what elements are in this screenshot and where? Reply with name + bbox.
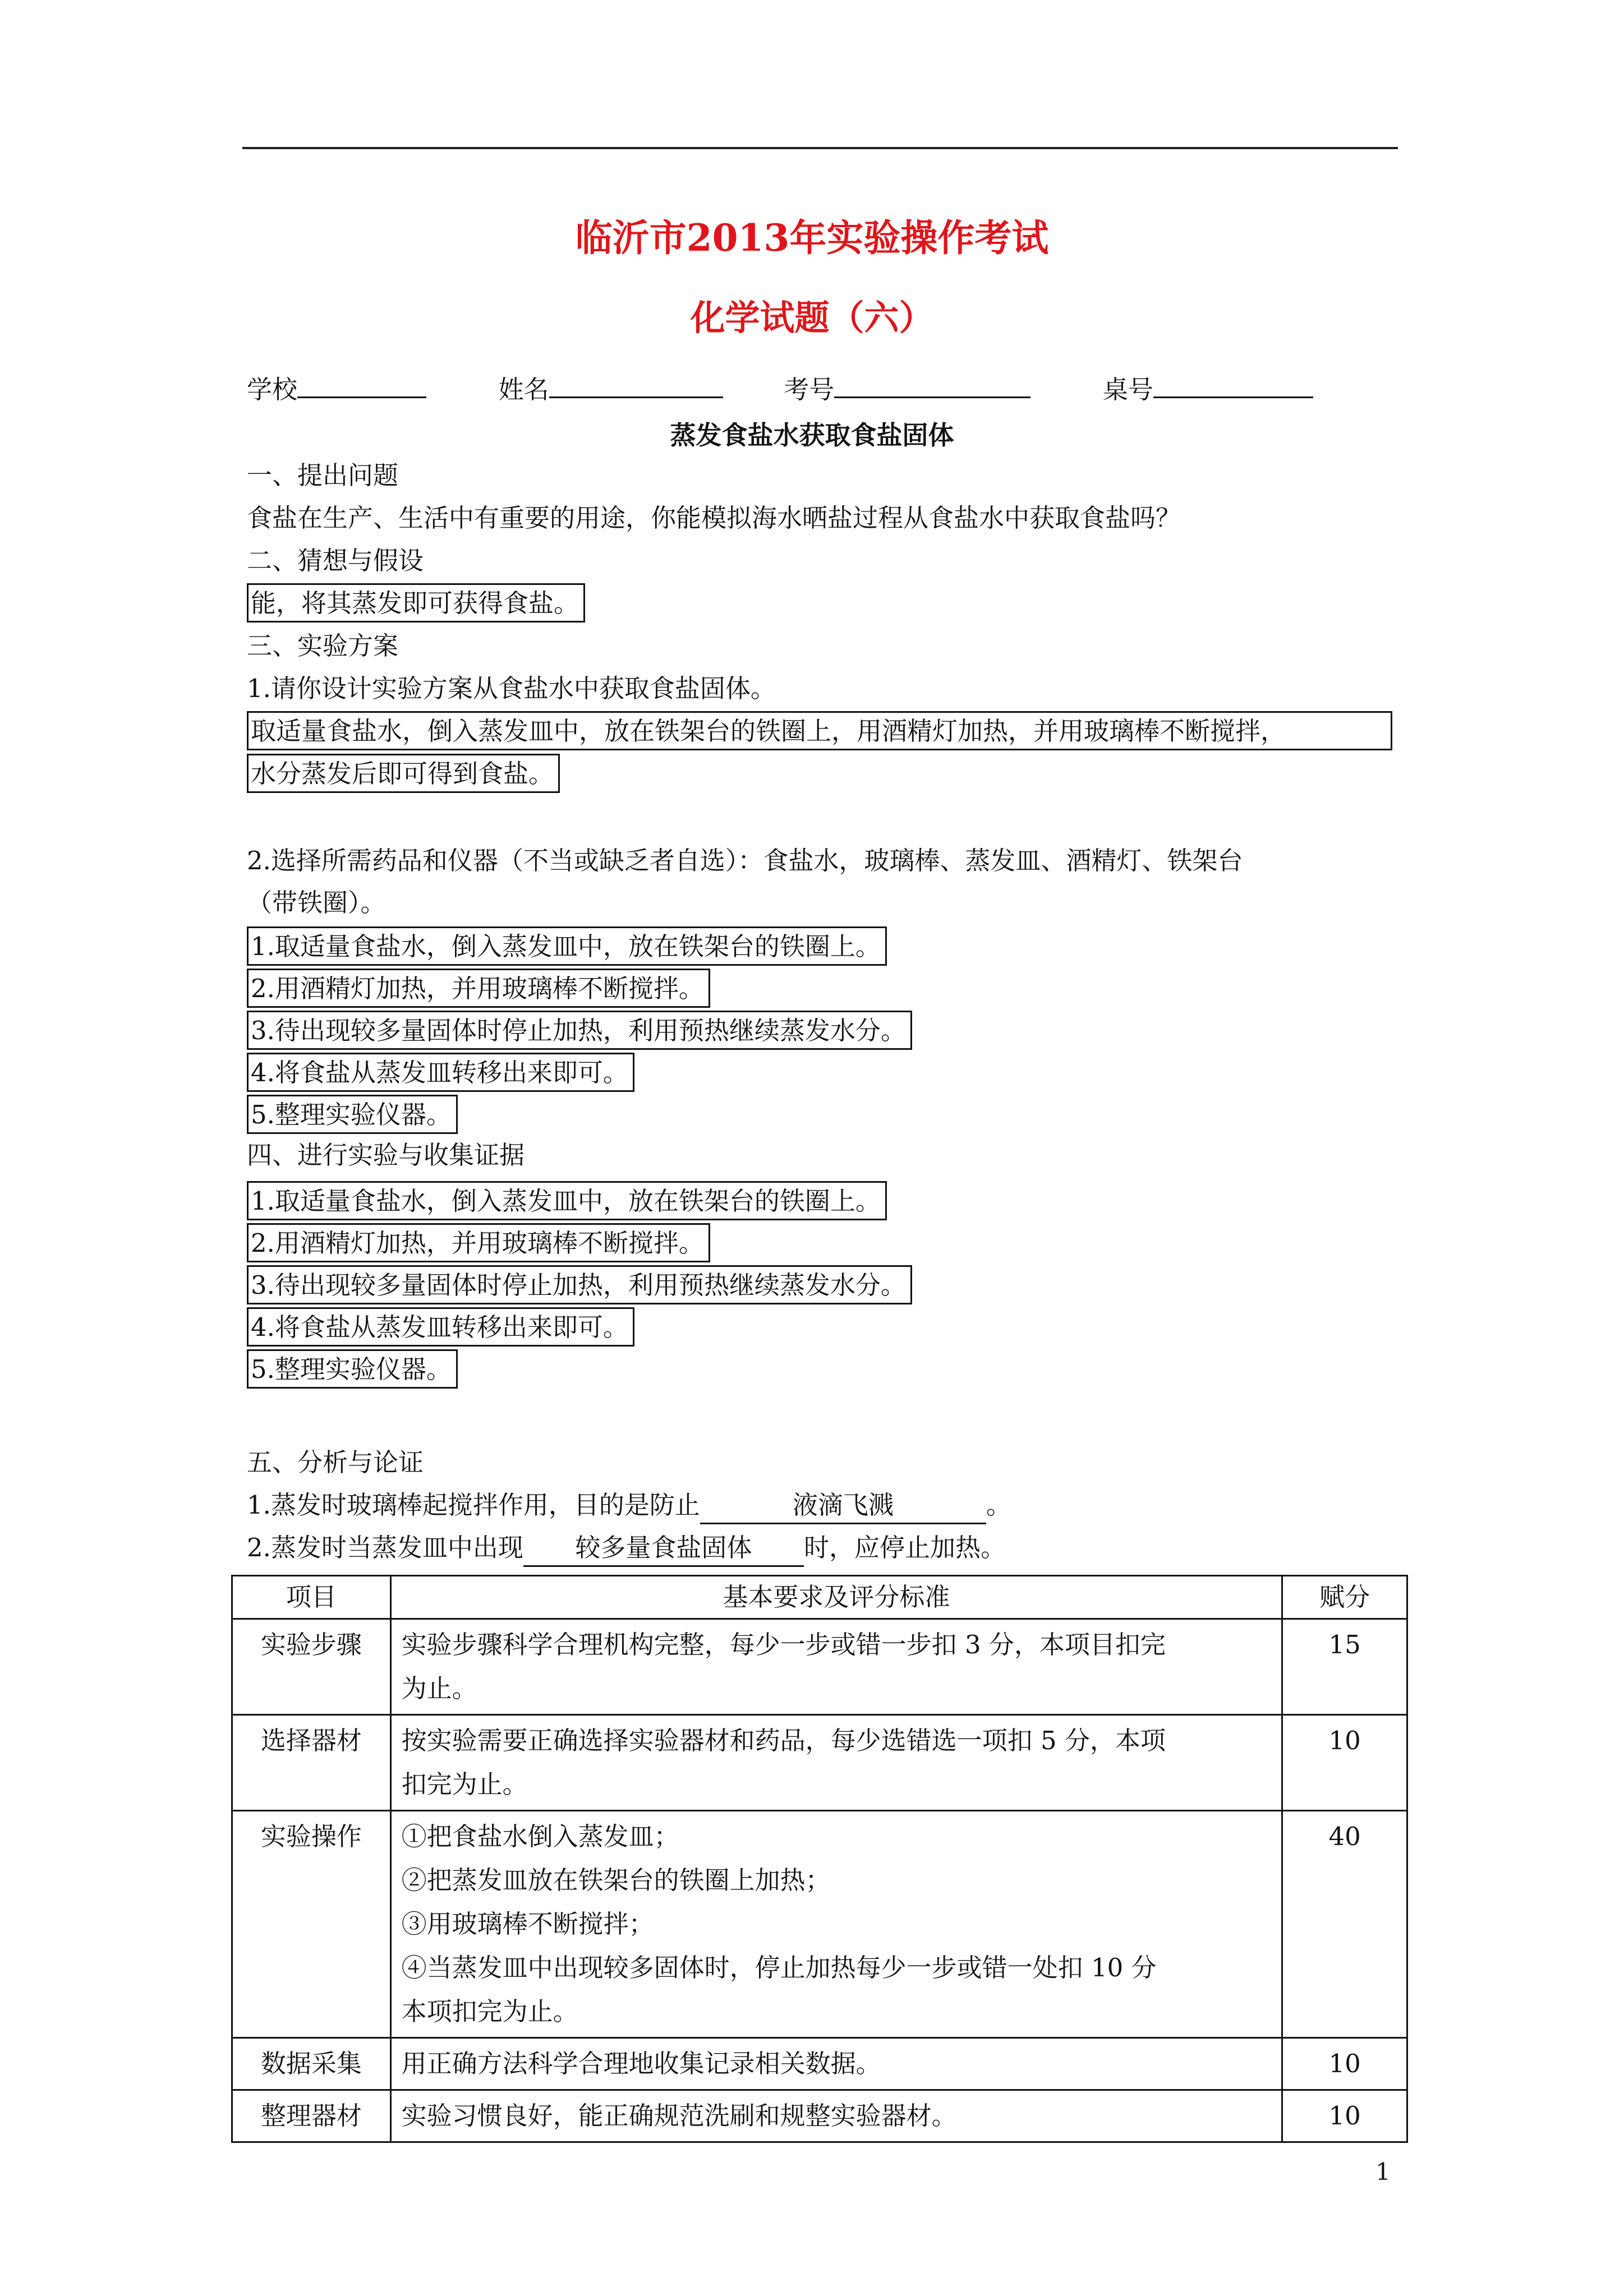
q2-prefix: 2.蒸发时当蒸发皿中出现 xyxy=(247,1533,523,1562)
row-criteria xyxy=(390,1811,1282,2038)
row-score: 40 xyxy=(1282,1811,1407,2038)
criteria-line: 本项扣完为止。 xyxy=(401,1997,578,2026)
plan-answer-line1: 取适量食盐水，倒入蒸发皿中，放在铁架台的铁圈上，用酒精灯加热，并用玻璃棒不断搅拌， xyxy=(247,711,1392,750)
row-item: 实验步骤 xyxy=(232,1619,391,1715)
school-blank[interactable] xyxy=(297,397,426,398)
analysis-question-1 xyxy=(247,1488,1011,1524)
exam-title: 临沂市2013年实验操作考试 xyxy=(575,216,1049,260)
q1-answer[interactable]: 液滴飞溅 xyxy=(700,1488,986,1524)
criteria-line: ①把食盐水倒入蒸发皿； xyxy=(401,1822,679,1851)
criteria-line: 扣完为止。 xyxy=(401,1769,528,1799)
desk-number-blank[interactable] xyxy=(1153,397,1313,398)
criteria-line: 实验步骤科学合理机构完整，每少一步或错一步扣 3 分，本项目扣完 xyxy=(401,1630,1166,1659)
section2-heading: 二、猜想与假设 xyxy=(247,546,424,575)
desk-number-label: 桌号 xyxy=(1102,375,1153,404)
header-score: 赋分 xyxy=(1282,1576,1407,1619)
header-rule xyxy=(242,147,1398,149)
analysis-question-2 xyxy=(247,1531,1006,1567)
section1-heading: 一、提出问题 xyxy=(247,460,399,490)
q1-prefix: 1.蒸发时玻璃棒起搅拌作用，目的是防止 xyxy=(247,1490,700,1520)
name-label: 姓名 xyxy=(498,375,549,404)
procedure-step-5: 5.整理实验仪器。 xyxy=(247,1349,458,1389)
criteria-line: 实验习惯良好，能正确规范洗刷和规整实验器材。 xyxy=(401,2101,957,2131)
name-blank[interactable] xyxy=(549,397,723,398)
procedure-step-4: 4.将食盐从蒸发皿转移出来即可。 xyxy=(247,1307,634,1347)
header-criteria: 基本要求及评分标准 xyxy=(390,1576,1282,1619)
section4-heading: 四、进行实验与收集证据 xyxy=(247,1140,525,1170)
row-criteria xyxy=(390,2090,1282,2142)
row-criteria xyxy=(390,1715,1282,1811)
table-row xyxy=(232,2090,1407,2142)
row-item: 选择器材 xyxy=(232,1715,391,1811)
procedure-step-2: 2.用酒精灯加热，并用玻璃棒不断搅拌。 xyxy=(247,1223,710,1262)
row-criteria xyxy=(390,2038,1282,2090)
scoring-table xyxy=(231,1575,1408,2143)
exam-number-blank[interactable] xyxy=(834,397,1030,398)
section3-question2-line2: （带铁圈）。 xyxy=(247,888,386,918)
plan-step-1: 1.取适量食盐水，倒入蒸发皿中，放在铁架台的铁圈上。 xyxy=(247,926,887,966)
plan-step-5: 5.整理实验仪器。 xyxy=(247,1095,458,1134)
procedure-step-3: 3.待出现较多量固体时停止加热，利用预热继续蒸发水分。 xyxy=(247,1265,912,1304)
section3-question2-line1: 2.选择所需药品和仪器（不当或缺乏者自选）：食盐水，玻璃棒、蒸发皿、酒精灯、铁架台 xyxy=(247,846,1243,875)
school-label: 学校 xyxy=(247,375,298,404)
table-header-row xyxy=(232,1576,1407,1619)
q1-suffix: 。 xyxy=(986,1490,1011,1520)
row-item: 数据采集 xyxy=(232,2038,391,2090)
page-number: 1 xyxy=(1375,2158,1391,2186)
criteria-line: ②把蒸发皿放在铁架台的铁圈上加热； xyxy=(401,1865,831,1895)
section3-heading: 三、实验方案 xyxy=(247,631,399,661)
q2-answer[interactable]: 较多量食盐固体 xyxy=(523,1531,804,1567)
q2-suffix: 时，应停止加热。 xyxy=(803,1533,1006,1562)
section3-question1: 1.请你设计实验方案从食盐水中获取食盐固体。 xyxy=(247,674,776,703)
criteria-line: ④当蒸发皿中出现较多固体时，停止加热每少一步或错一处扣 10 分 xyxy=(401,1953,1157,1983)
table-row xyxy=(232,1619,1407,1715)
header-item: 项目 xyxy=(232,1576,391,1619)
row-criteria xyxy=(390,1619,1282,1715)
criteria-line: 用正确方法科学合理地收集记录相关数据。 xyxy=(401,2049,881,2078)
plan-answer-line2: 水分蒸发后即可得到食盐。 xyxy=(247,754,560,793)
experiment-title: 蒸发食盐水获取食盐固体 xyxy=(670,420,954,450)
procedure-step-1: 1.取适量食盐水，倒入蒸发皿中，放在铁架台的铁圈上。 xyxy=(247,1181,887,1220)
table-row xyxy=(232,2038,1407,2090)
row-item: 整理器材 xyxy=(232,2090,391,2142)
row-score: 10 xyxy=(1282,2038,1407,2090)
row-score: 15 xyxy=(1282,1619,1407,1715)
row-score: 10 xyxy=(1282,2090,1407,2142)
criteria-line: 按实验需要正确选择实验器材和药品，每少选错选一项扣 5 分，本项 xyxy=(401,1726,1166,1755)
row-score: 10 xyxy=(1282,1715,1407,1811)
row-item: 实验操作 xyxy=(232,1811,391,2038)
plan-step-4: 4.将食盐从蒸发皿转移出来即可。 xyxy=(247,1053,634,1092)
hypothesis-answer: 能，将其蒸发即可获得食盐。 xyxy=(247,583,585,623)
exam-subtitle: 化学试题（六） xyxy=(690,297,934,338)
criteria-line: 为止。 xyxy=(401,1673,477,1703)
table-row xyxy=(232,1715,1407,1811)
section5-heading: 五、分析与论证 xyxy=(247,1447,424,1477)
plan-step-2: 2.用酒精灯加热，并用玻璃棒不断搅拌。 xyxy=(247,969,710,1008)
exam-number-label: 考号 xyxy=(784,375,835,404)
info-fields xyxy=(247,373,1313,407)
section1-text: 食盐在生产、生活中有重要的用途，你能模拟海水晒盐过程从食盐水中获取食盐吗？ xyxy=(247,503,1181,533)
plan-step-3: 3.待出现较多量固体时停止加热，利用预热继续蒸发水分。 xyxy=(247,1011,912,1050)
criteria-line: ③用玻璃棒不断搅拌； xyxy=(401,1909,654,1939)
table-row xyxy=(232,1811,1407,2038)
